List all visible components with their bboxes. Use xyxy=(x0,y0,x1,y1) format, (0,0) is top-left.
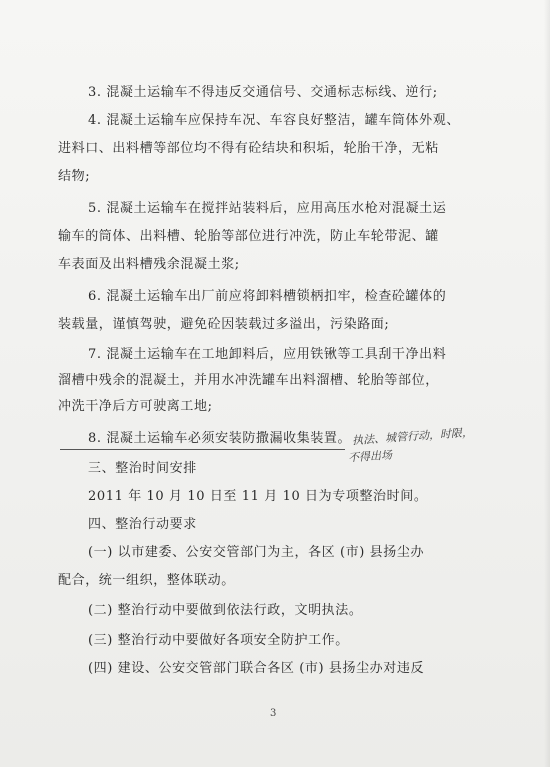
text-line: (三) 整治行动中要做好各项安全防护工作。 xyxy=(88,633,349,648)
text-line: (二) 整治行动中要做到依法行政，文明执法。 xyxy=(88,603,363,618)
handwritten-note-line: 不得出场 xyxy=(347,448,393,465)
text-line: 输车的筒体、出料槽、轮胎等部位进行冲洗，防止车轮带泥、罐 xyxy=(58,229,439,244)
text-line: 结物; xyxy=(58,169,91,184)
text-line: 4. 混凝土运输车应保持车况、车容良好整洁，罐车筒体外观、 xyxy=(88,113,460,128)
ink-underline xyxy=(60,449,345,450)
text-line: 6. 混凝土运输车出厂前应将卸料槽锁柄扣牢，检查砼罐体的 xyxy=(88,289,447,304)
text-line: (四) 建设、公安交管部门联合各区 (市) 县扬尘办对违反 xyxy=(88,661,425,676)
text-line: 冲洗干净后方可驶离工地; xyxy=(58,399,213,414)
text-line-underlined: 8. 混凝土运输车必须安装防撒漏收集装置。 xyxy=(88,431,352,446)
text-line: 5. 混凝土运输车在搅拌站装料后，应用高压水枪对混凝土运 xyxy=(88,201,447,216)
text-line: 2011 年 10 月 10 日至 11 月 10 日为专项整治时间。 xyxy=(88,489,428,504)
text-line: 7. 混凝土运输车在工地卸料后，应用铁锹等工具刮干净出料 xyxy=(88,347,447,362)
text-line: 溜槽中残余的混凝土，并用水冲洗罐车出料溜槽、轮胎等部位， xyxy=(58,373,439,388)
text-line: 装载量，谨慎驾驶，避免砼因装载过多溢出，污染路面; xyxy=(58,317,390,332)
text-line: 车表面及出料槽残余混凝土浆; xyxy=(58,257,240,272)
text-line: 配合，统一组织，整体联动。 xyxy=(58,573,235,588)
page-number: 3 xyxy=(270,708,277,719)
text-line: 3. 混凝土运输车不得违反交通信号、交通标志标线、逆行; xyxy=(88,85,438,100)
section-heading: 四、整治行动要求 xyxy=(88,517,197,532)
section-heading: 三、整治时间安排 xyxy=(88,461,197,476)
text-line: (一) 以市建委、公安交管部门为主，各区 (市) 县扬尘办 xyxy=(88,545,425,560)
text-line: 进料口、出料槽等部位均不得有砼结块和积垢，轮胎干净，无粘 xyxy=(58,141,439,156)
handwritten-note-line: 执法、城管行动，时限， xyxy=(351,425,474,448)
paper-edge-shadow xyxy=(544,0,550,767)
